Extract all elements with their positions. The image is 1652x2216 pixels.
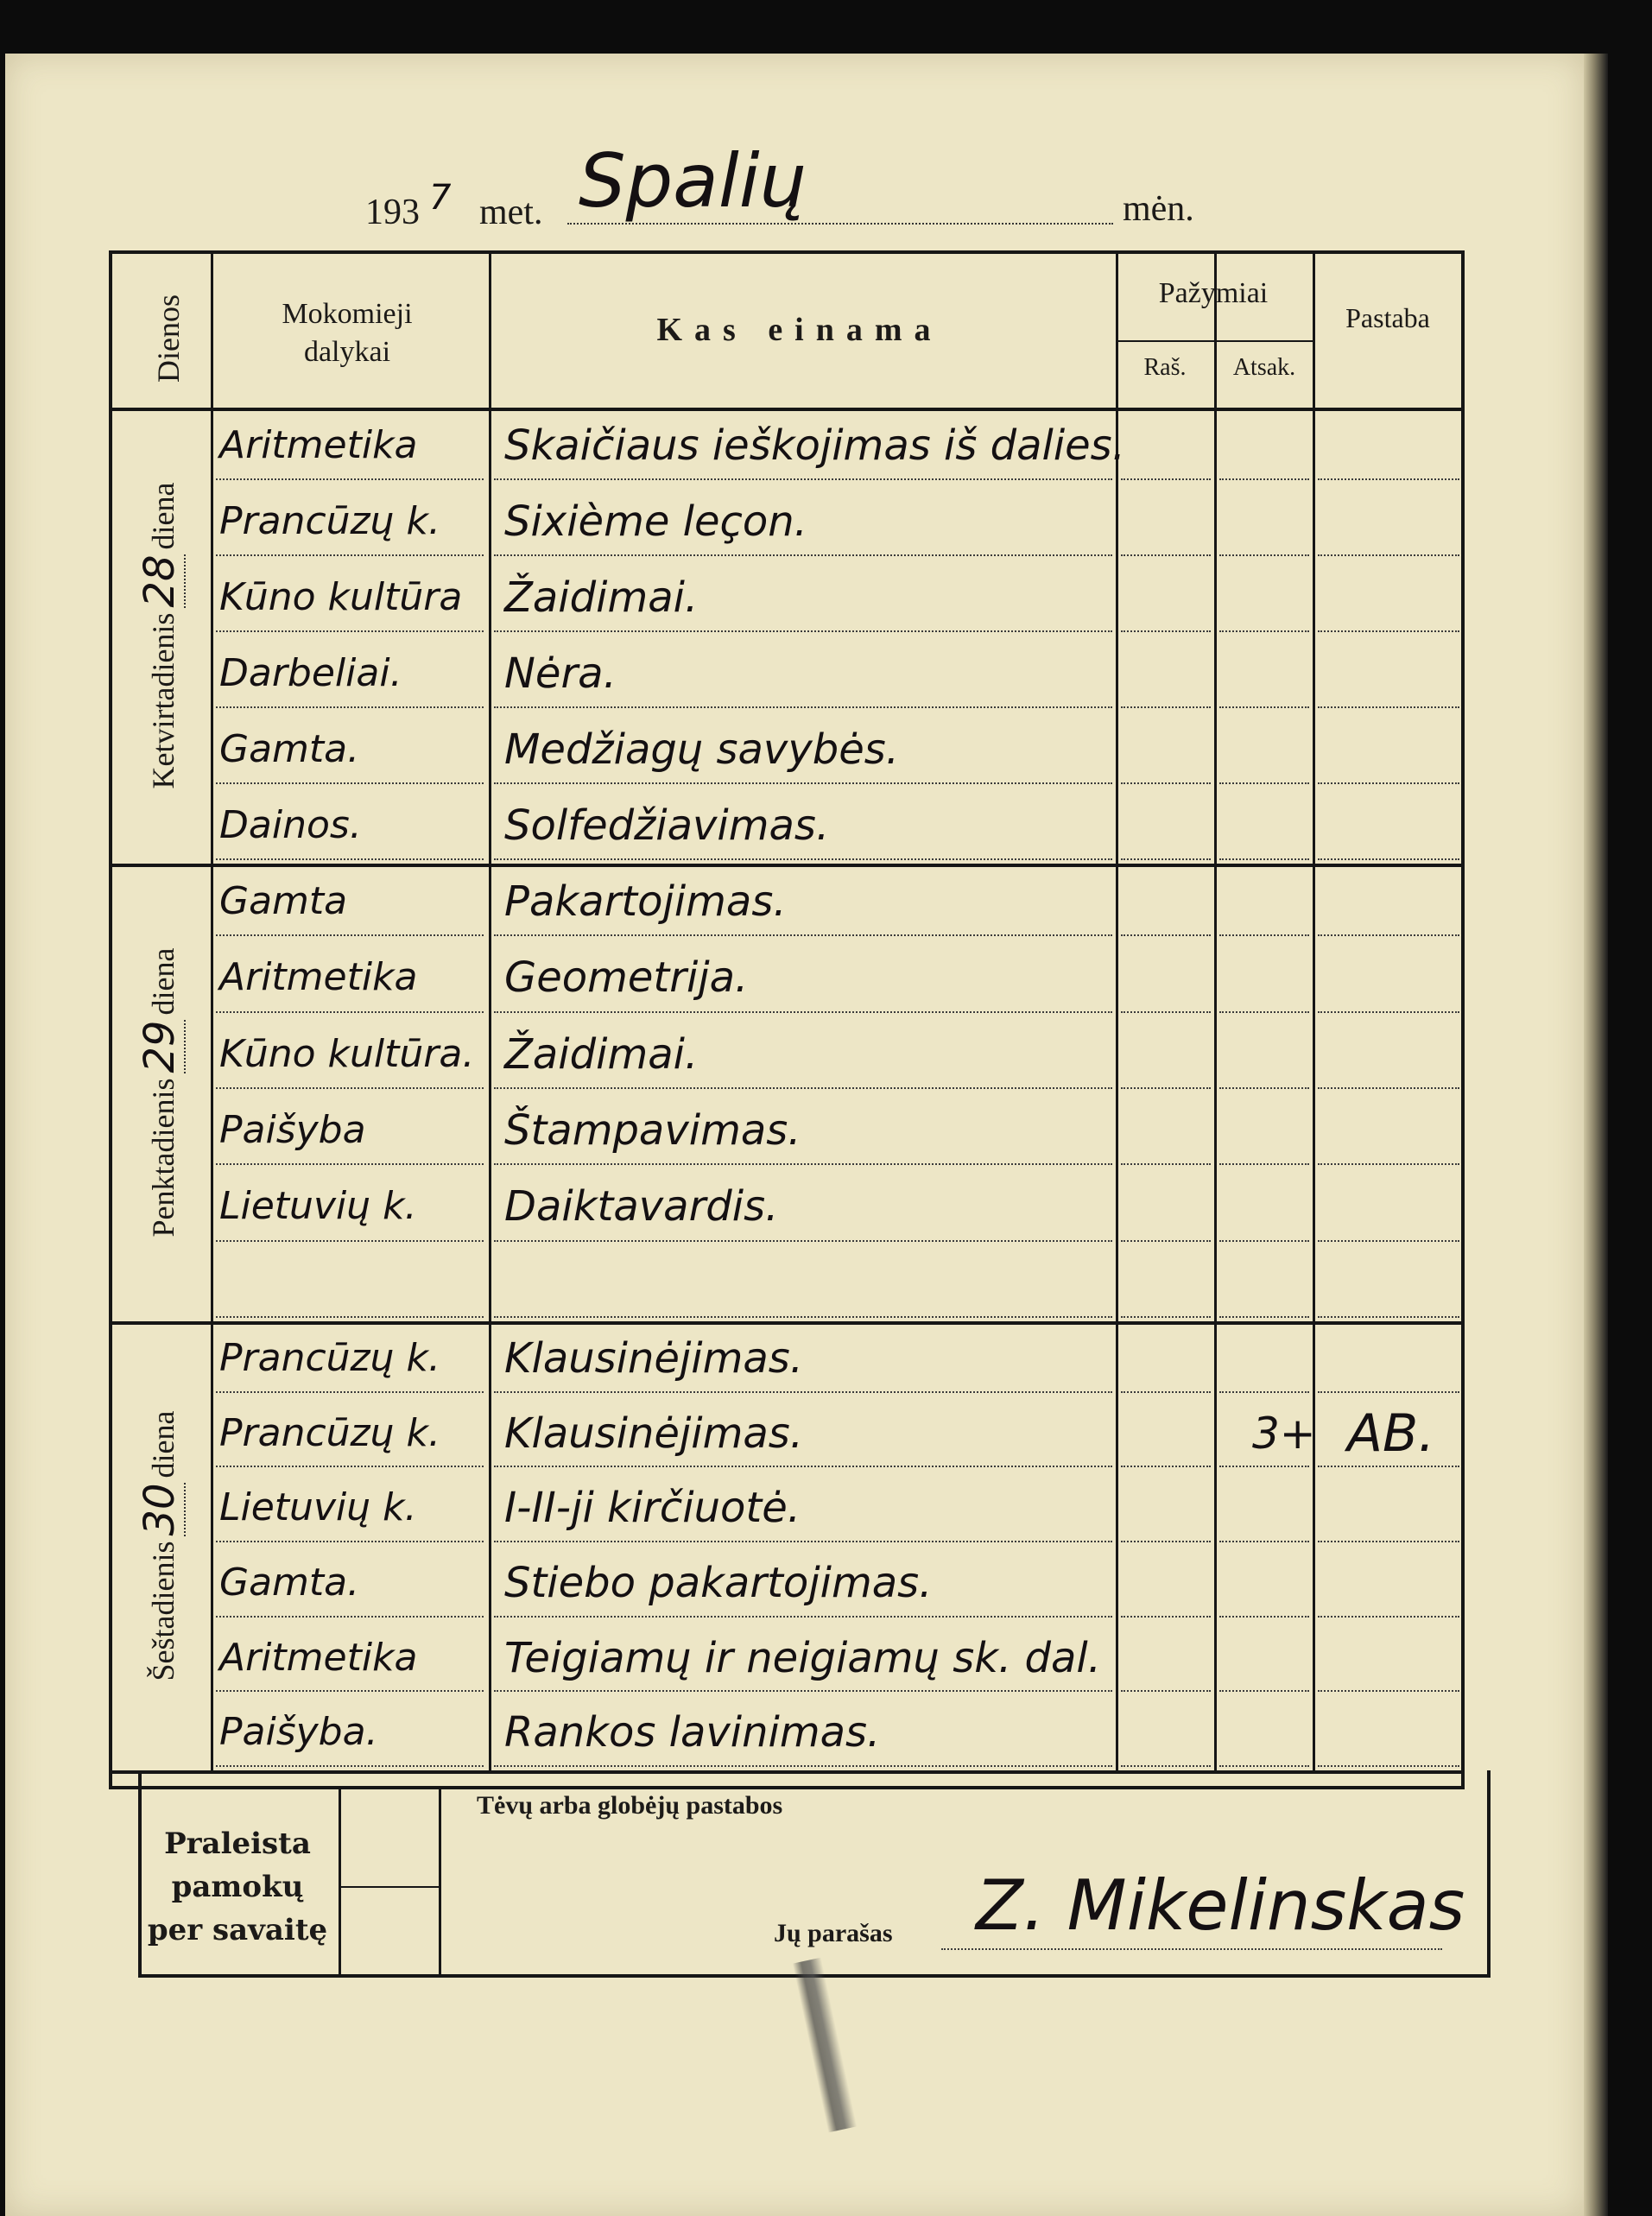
header-ras: Raš.: [1143, 354, 1187, 381]
month-handwritten: Spalių: [579, 138, 807, 225]
subject-cell: Kūno kultūra: [219, 575, 463, 619]
row-rule: [1121, 1163, 1211, 1165]
year-prefix: 193: [365, 193, 420, 232]
row-rule: [1121, 782, 1211, 784]
row-rule: [1318, 1690, 1459, 1692]
missed-label-line2: pamokų: [171, 1870, 304, 1904]
row-rule: [1121, 630, 1211, 632]
header-notes: Pastaba: [1345, 302, 1430, 333]
footer-col-line: [339, 1788, 341, 1974]
signature-line: [941, 1948, 1442, 1950]
day-date: 29: [136, 1020, 184, 1073]
row-rule: [1219, 1240, 1309, 1242]
diena-text: diena: [146, 482, 180, 550]
row-rule: [1121, 858, 1211, 860]
subject-cell: Gamta: [219, 879, 348, 923]
footer-col-line2: [439, 1788, 441, 1974]
row-rule: [1121, 1466, 1211, 1467]
signature-handwritten: Z. Mikelinskas: [976, 1865, 1465, 1946]
row-rule: [1219, 1616, 1309, 1618]
footer-right-border: [1487, 1770, 1491, 1978]
row-rule: [1219, 934, 1309, 936]
row-rule: [494, 1316, 1112, 1318]
column-line: [211, 250, 213, 1770]
topic-cell: Štampavimas.: [504, 1106, 801, 1155]
row-rule: [1318, 1391, 1459, 1393]
row-rule: [1318, 782, 1459, 784]
subject-cell: Aritmetika: [219, 955, 418, 1000]
topic-cell: Stiebo pakartojimas.: [504, 1559, 933, 1607]
header-subjects: [211, 295, 484, 371]
row-rule: [1318, 630, 1459, 632]
row-rule: [1121, 706, 1211, 708]
row-rule: [1219, 1765, 1309, 1767]
row-rule: [1318, 1163, 1459, 1165]
day-separator-line: [109, 1770, 1465, 1774]
row-rule: [1121, 1240, 1211, 1242]
subject-cell: Aritmetika: [219, 423, 418, 467]
column-line: [1313, 250, 1315, 1770]
diena-text: diena: [146, 1410, 180, 1478]
row-rule: [1318, 554, 1459, 556]
day-date: 30: [136, 1483, 184, 1536]
subject-cell: Paišyba.: [219, 1710, 378, 1755]
topic-cell: Žaidimai.: [504, 573, 699, 622]
row-rule: [1318, 1011, 1459, 1013]
missed-label-line3: per savaitę: [147, 1913, 328, 1947]
subject-cell: Aritmetika: [219, 1635, 418, 1680]
topic-cell: Klausinėjimas.: [504, 1409, 804, 1458]
row-rule: [216, 1316, 484, 1318]
row-rule: [1121, 1616, 1211, 1618]
row-rule: [1318, 1616, 1459, 1618]
row-rule: [1318, 1240, 1459, 1242]
row-rule: [1219, 706, 1309, 708]
day-label: [136, 877, 184, 1308]
weekday-text: Ketvirtadienis: [146, 612, 180, 789]
men-label: mėn.: [1123, 189, 1194, 229]
topic-cell: Pakartojimas.: [504, 877, 787, 926]
row-rule: [1219, 782, 1309, 784]
header-dienos: Dienos: [151, 294, 186, 383]
column-line: [1214, 250, 1217, 1770]
diena-text: diena: [146, 947, 180, 1016]
note-cell: AB.: [1347, 1402, 1435, 1464]
year-suffix: 7: [429, 178, 452, 218]
weekday-text: Penktadienis: [146, 1078, 180, 1238]
topic-cell: Geometrija.: [504, 953, 749, 1003]
subject-cell: Gamta.: [219, 1561, 360, 1605]
row-rule: [1219, 1087, 1309, 1089]
topic-cell: I-II-ji kirčiuotė.: [504, 1484, 801, 1533]
missed-label-line1: Praleista: [164, 1827, 311, 1861]
header-grades: Pažymiai: [1158, 277, 1269, 309]
topic-cell: Klausinėjimas.: [504, 1334, 804, 1383]
subject-cell: Lietuvių k.: [219, 1485, 417, 1530]
row-rule: [1318, 1765, 1459, 1767]
row-rule: [1121, 1316, 1211, 1318]
subject-cell: Lietuvių k.: [219, 1184, 417, 1229]
row-rule: [1121, 1391, 1211, 1393]
topic-cell: Teigiamų ir neigiamų sk. dal.: [504, 1633, 1101, 1682]
day-label: [136, 421, 184, 851]
row-rule: [1121, 478, 1211, 480]
row-rule: [1121, 1765, 1211, 1767]
topic-cell: Nėra.: [504, 649, 617, 698]
met-label: met.: [479, 193, 543, 232]
column-line: [489, 250, 491, 1770]
missed-lessons-box: [138, 1822, 337, 1952]
topic-cell: Žaidimai.: [504, 1029, 699, 1079]
subject-cell: Darbeliai.: [219, 651, 402, 695]
row-rule: [1219, 478, 1309, 480]
row-rule: [1219, 858, 1309, 860]
row-rule: [1121, 1087, 1211, 1089]
topic-cell: Skaičiaus ieškojimas iš dalies.: [504, 421, 1125, 470]
day-label: [136, 1334, 184, 1757]
row-rule: [1219, 554, 1309, 556]
row-rule: [1219, 1391, 1309, 1393]
topic-cell: Sixième leçon.: [504, 497, 807, 546]
subject-cell: Dainos.: [219, 803, 362, 847]
signature-label: Jų parašas: [774, 1919, 893, 1947]
subject-cell: Paišyba: [219, 1108, 366, 1152]
row-rule: [1121, 554, 1211, 556]
row-rule: [1219, 1163, 1309, 1165]
subject-cell: Gamta.: [219, 727, 360, 771]
row-rule: [1318, 478, 1459, 480]
row-rule: [1219, 1316, 1309, 1318]
row-rule: [1318, 934, 1459, 936]
row-rule: [1318, 1316, 1459, 1318]
day-date: 28: [136, 554, 184, 608]
footer-split-line: [339, 1886, 439, 1888]
header-atsak: Atsak.: [1232, 354, 1296, 381]
row-rule: [1219, 1541, 1309, 1542]
weekday-text: Šeštadienis: [146, 1541, 180, 1681]
grade-atsak-cell: 3+: [1252, 1408, 1316, 1459]
subject-cell: Prancūzų k.: [219, 499, 440, 543]
parents-notes-label: Tėvų arba globėjų pastabos: [477, 1791, 783, 1820]
row-rule: [1121, 1541, 1211, 1542]
row-rule: [1219, 1011, 1309, 1013]
header-subjects-text: Mokomieji dalykai: [282, 298, 413, 368]
row-rule: [1219, 630, 1309, 632]
row-rule: [1318, 858, 1459, 860]
row-rule: [1121, 1690, 1211, 1692]
topic-cell: Solfedžiavimas.: [504, 801, 830, 850]
page-edge: [1584, 54, 1608, 2216]
header-topic: Kas einama: [656, 312, 943, 348]
subject-cell: Kūno kultūra.: [219, 1031, 475, 1076]
subject-cell: Prancūzų k.: [219, 1336, 440, 1380]
row-rule: [1318, 1087, 1459, 1089]
topic-cell: Rankos lavinimas.: [504, 1708, 881, 1757]
grades-split-line: [1116, 340, 1313, 342]
row-rule: [1318, 1541, 1459, 1542]
row-rule: [1121, 1011, 1211, 1013]
row-rule: [1318, 706, 1459, 708]
topic-cell: Medžiagų savybės.: [504, 725, 900, 774]
row-rule: [1219, 1690, 1309, 1692]
row-rule: [1121, 934, 1211, 936]
topic-cell: Daiktavardis.: [504, 1182, 779, 1231]
subject-cell: Prancūzų k.: [219, 1410, 440, 1455]
